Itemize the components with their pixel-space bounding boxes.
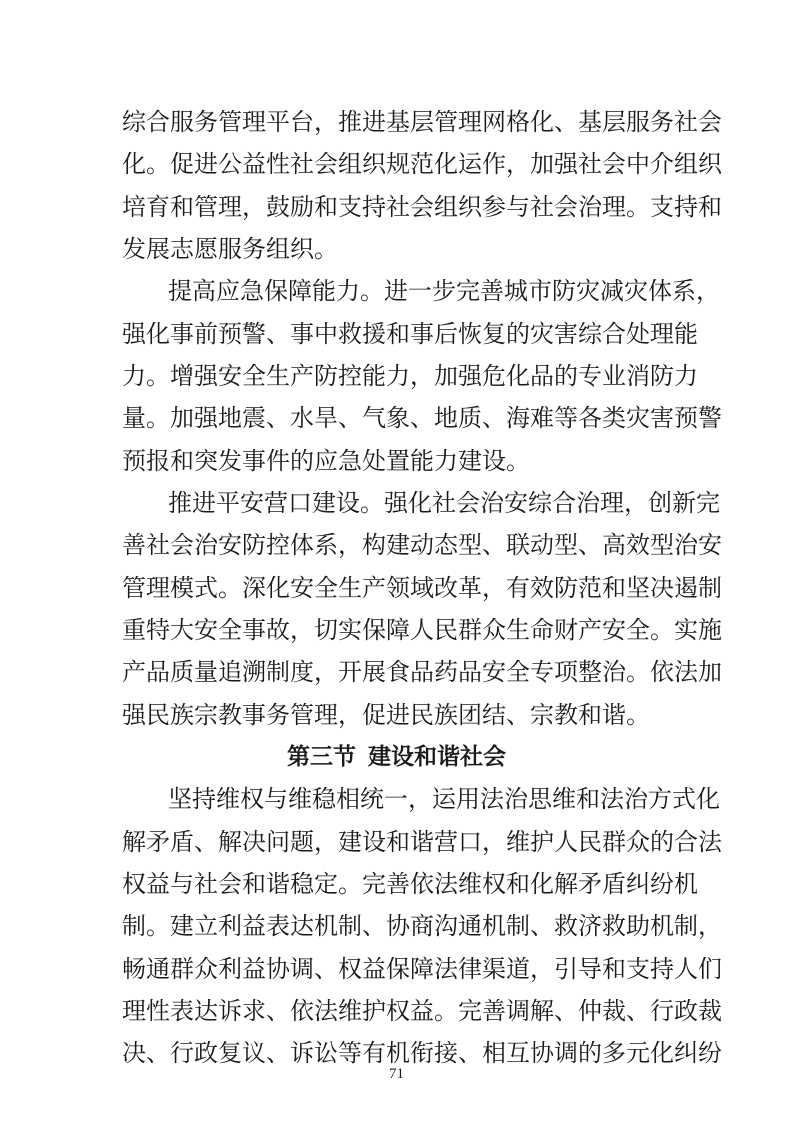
paragraph-4-line-4: 制。建立利益表达机制、协商沟通机制、救济救助机制， [122,912,722,940]
paragraph-4-line-2: 解矛盾、解决问题，建设和谐营口，维护人民群众的合法 [122,828,722,856]
paragraph-2-line-2: 强化事前预警、事中救援和事后恢复的灾害综合处理能 [122,320,698,348]
paragraph-3-line-2: 善社会治安防控体系，构建动态型、联动型、高效型治安 [122,531,722,559]
paragraph-1-line-1: 综合服务管理平台，推进基层管理网格化、基层服务社会 [122,108,722,136]
paragraph-3-line-1: 推进平安营口建设。强化社会治安综合治理，创新完 [168,489,720,517]
paragraph-4-line-6: 理性表达诉求、依法维护权益。完善调解、仲裁、行政裁 [122,997,722,1025]
paragraph-3-line-6: 强民族宗教事务管理，促进民族团结、宗教和谐。 [122,701,650,729]
paragraph-3-line-5: 产品质量追溯制度，开展食品药品安全专项整治。依法加 [122,658,722,686]
paragraph-3-line-4: 重特大安全事故，切实保障人民群众生命财产安全。实施 [122,616,722,644]
section-heading [0,737,793,777]
section-title: 建设和谐社会 [368,744,506,770]
paragraph-1-line-3: 培育和管理，鼓励和支持社会组织参与社会治理。支持和 [122,193,722,221]
paragraph-3-line-3: 管理模式。深化安全生产领域改革，有效防范和坚决遏制 [122,574,722,602]
paragraph-1-line-2: 化。促进公益性社会组织规范化运作，加强社会中介组织 [122,150,722,178]
page-number: 71 [389,1066,404,1082]
paragraph-4-line-1: 坚持维权与维稳相统一，运用法治思维和法治方式化 [168,785,720,813]
section-number: 第三节 [287,744,356,770]
paragraph-4-line-3: 权益与社会和谐稳定。完善依法维权和化解矛盾纠纷机 [122,870,698,898]
paragraph-4-line-7: 决、行政复议、诉讼等有机衔接、相互协调的多元化纠纷 [122,1039,722,1067]
paragraph-2-line-1: 提高应急保障能力。进一步完善城市防灾减灾体系， [168,277,720,305]
paragraph-1-line-4: 发展志愿服务组织。 [122,235,338,263]
paragraph-2-line-3: 力。增强安全生产防控能力，加强危化品的专业消防力 [122,362,698,390]
paragraph-2-line-5: 预报和突发事件的应急处置能力建设。 [122,447,530,475]
paragraph-2-line-4: 量。加强地震、水旱、气象、地质、海难等各类灾害预警 [122,404,722,432]
paragraph-4-line-5: 畅通群众利益协调、权益保障法律渠道，引导和支持人们 [122,955,722,983]
